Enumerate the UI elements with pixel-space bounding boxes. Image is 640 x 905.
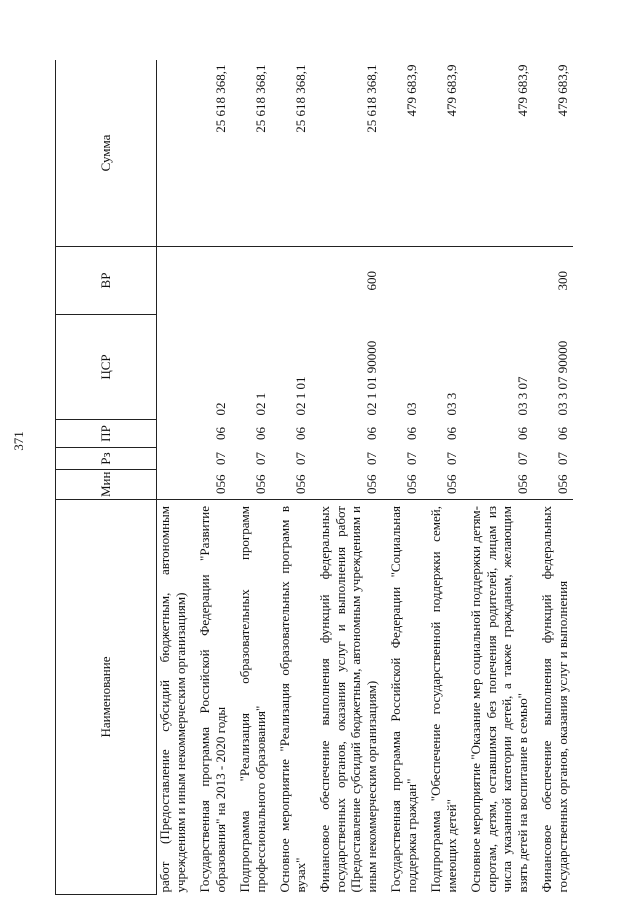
cell-name: работ (Предоставление субсидий бюджетным, автономным учреждениям и иным некоммерческим организациям) [157, 500, 192, 895]
cell-rz: 07 [554, 452, 570, 465]
cell-sum: 25 618 368,1 [191, 60, 231, 247]
cell-pr [157, 420, 192, 448]
cell-csr: 02 1 01 90000 [363, 340, 379, 416]
cell-min [157, 470, 192, 500]
cell-name: Государственная программа Российской Федерации "Социальная поддержка граждан" [382, 500, 422, 895]
cell-pr: 06 [363, 427, 379, 440]
cell-vr: 600 [363, 271, 379, 291]
cell-csr [157, 315, 192, 420]
cell-vr: 300 [554, 271, 570, 291]
cell-min: 056 [403, 474, 419, 494]
cell-csr: 02 1 [252, 392, 268, 416]
cell-min: 056 [554, 474, 570, 494]
cell-min: 056 [443, 474, 459, 494]
cell-min: 056 [212, 474, 228, 494]
cell-pr: 06 [554, 427, 570, 440]
cell-vr [157, 247, 192, 315]
cell-min: 056 [363, 474, 379, 494]
cell-rz: 07 [292, 452, 308, 465]
header-csr: ЦСР [56, 315, 157, 420]
cell-pr: 06 [212, 427, 228, 440]
cell-name: Основное мероприятие "Реализация образовательных программ в вузах" [271, 500, 311, 895]
budget-table [55, 60, 573, 895]
header-name: Наименование [56, 500, 157, 895]
budget-table-rotated [55, 60, 580, 895]
cell-sum: 25 618 368,1 [231, 60, 271, 247]
table-row [191, 60, 231, 895]
cell-sum: 25 618 368,1 [271, 60, 311, 247]
cell-sum: 479 683,9 [533, 60, 573, 247]
cell-vr [382, 247, 422, 315]
table-row [422, 60, 462, 895]
table-row [311, 60, 382, 895]
cell-csr: 03 3 07 [514, 376, 530, 416]
cell-csr: 02 1 01 [292, 376, 308, 416]
cell-vr [422, 247, 462, 315]
cell-sum: 479 683,9 [382, 60, 422, 247]
budget-table-frame [55, 60, 580, 895]
table-row [157, 60, 192, 895]
cell-pr: 06 [514, 427, 530, 440]
table-row [382, 60, 422, 895]
cell-csr: 03 3 [443, 392, 459, 416]
cell-csr: 03 3 07 90000 [554, 340, 570, 416]
cell-vr [231, 247, 271, 315]
cell-rz: 07 [212, 452, 228, 465]
cell-vr [271, 247, 311, 315]
header-min: Мин [56, 470, 157, 500]
cell-pr: 06 [403, 427, 419, 440]
cell-vr [462, 247, 533, 315]
table-row [231, 60, 271, 895]
cell-rz: 07 [363, 452, 379, 465]
table-row [533, 60, 573, 895]
cell-sum [157, 60, 192, 247]
cell-min: 056 [292, 474, 308, 494]
cell-sum: 479 683,9 [462, 60, 533, 247]
cell-pr: 06 [292, 427, 308, 440]
cell-name: Финансовое обеспечение выполнения функций федеральных государственных органов, оказания услуг и выполнения [533, 500, 573, 895]
cell-name: Основное мероприятие "Оказание мер социальной поддержки детям-сиротам, детям, оставшимся без попечения родителей, лицам из числа указанной категории детей, а также гражданам, желающим взять детей на воспитание в семью" [462, 500, 533, 895]
header-pr: ПР [56, 420, 157, 448]
cell-rz: 07 [514, 452, 530, 465]
cell-vr [191, 247, 231, 315]
cell-csr: 02 [212, 402, 228, 416]
cell-pr: 06 [252, 427, 268, 440]
cell-name: Подпрограмма "Реализация образовательных программ профессионального образования" [231, 500, 271, 895]
cell-sum: 479 683,9 [422, 60, 462, 247]
cell-sum: 25 618 368,1 [311, 60, 382, 247]
page-number: 371 [11, 431, 26, 451]
cell-pr: 06 [443, 427, 459, 440]
cell-rz: 07 [252, 452, 268, 465]
cell-rz: 07 [443, 452, 459, 465]
table-header-row [56, 60, 157, 895]
header-vr: ВР [56, 247, 157, 315]
table-row [462, 60, 533, 895]
cell-csr: 03 [403, 402, 419, 416]
table-row [271, 60, 311, 895]
header-rz: Рз [56, 448, 157, 470]
cell-rz: 07 [403, 452, 419, 465]
cell-name: Подпрограмма "Обеспечение государственной поддержки семей, имеющих детей" [422, 500, 462, 895]
cell-name: Финансовое обеспечение выполнения функций федеральных государственных органов, оказания услуг и выполнения работ (Предоставление субсидий бюджетным, автономным учреждениям и иным некоммерческим организациям) [311, 500, 382, 895]
cell-min: 056 [514, 474, 530, 494]
cell-name: Государственная программа Российской Федерации "Развитие образования" на 2013 - 2020 годы [191, 500, 231, 895]
header-sum: Сумма [56, 60, 157, 247]
cell-rz [157, 448, 192, 470]
cell-min: 056 [252, 474, 268, 494]
